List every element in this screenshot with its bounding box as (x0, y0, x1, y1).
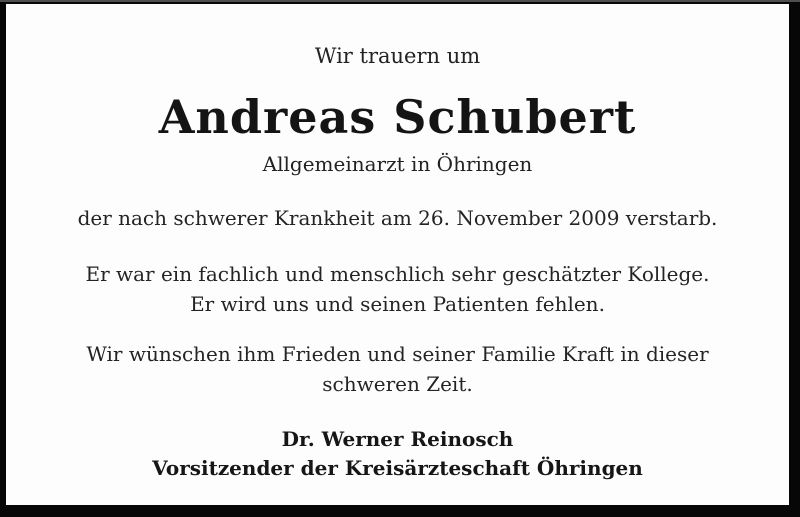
death-announcement-line: der nach schwerer Krankheit am 26. November 2009 verstarb. (77, 206, 718, 230)
wish-line-1: Wir wünschen ihm Frieden und seiner Familie Kraft in dieser (86, 342, 709, 366)
wish-paragraph (6, 339, 789, 399)
wish-line-2: schweren Zeit. (322, 372, 473, 396)
intro-line: Wir trauern um (314, 44, 481, 68)
obituary-notice (6, 4, 789, 505)
signature-name: Dr. Werner Reinosch (281, 427, 514, 451)
tribute-line-1: Er war ein fachlich und menschlich sehr geschätzter Kollege. (85, 262, 710, 286)
signature-role: Vorsitzender der Kreisärzteschaft Öhringen (152, 456, 643, 480)
deceased-name: Andreas Schubert (158, 90, 637, 144)
profession-line: Allgemeinarzt in Öhringen (262, 152, 533, 176)
tribute-line-2: Er wird uns und seinen Patienten fehlen. (190, 292, 605, 316)
tribute-paragraph (6, 259, 789, 319)
signature-block (6, 425, 789, 483)
